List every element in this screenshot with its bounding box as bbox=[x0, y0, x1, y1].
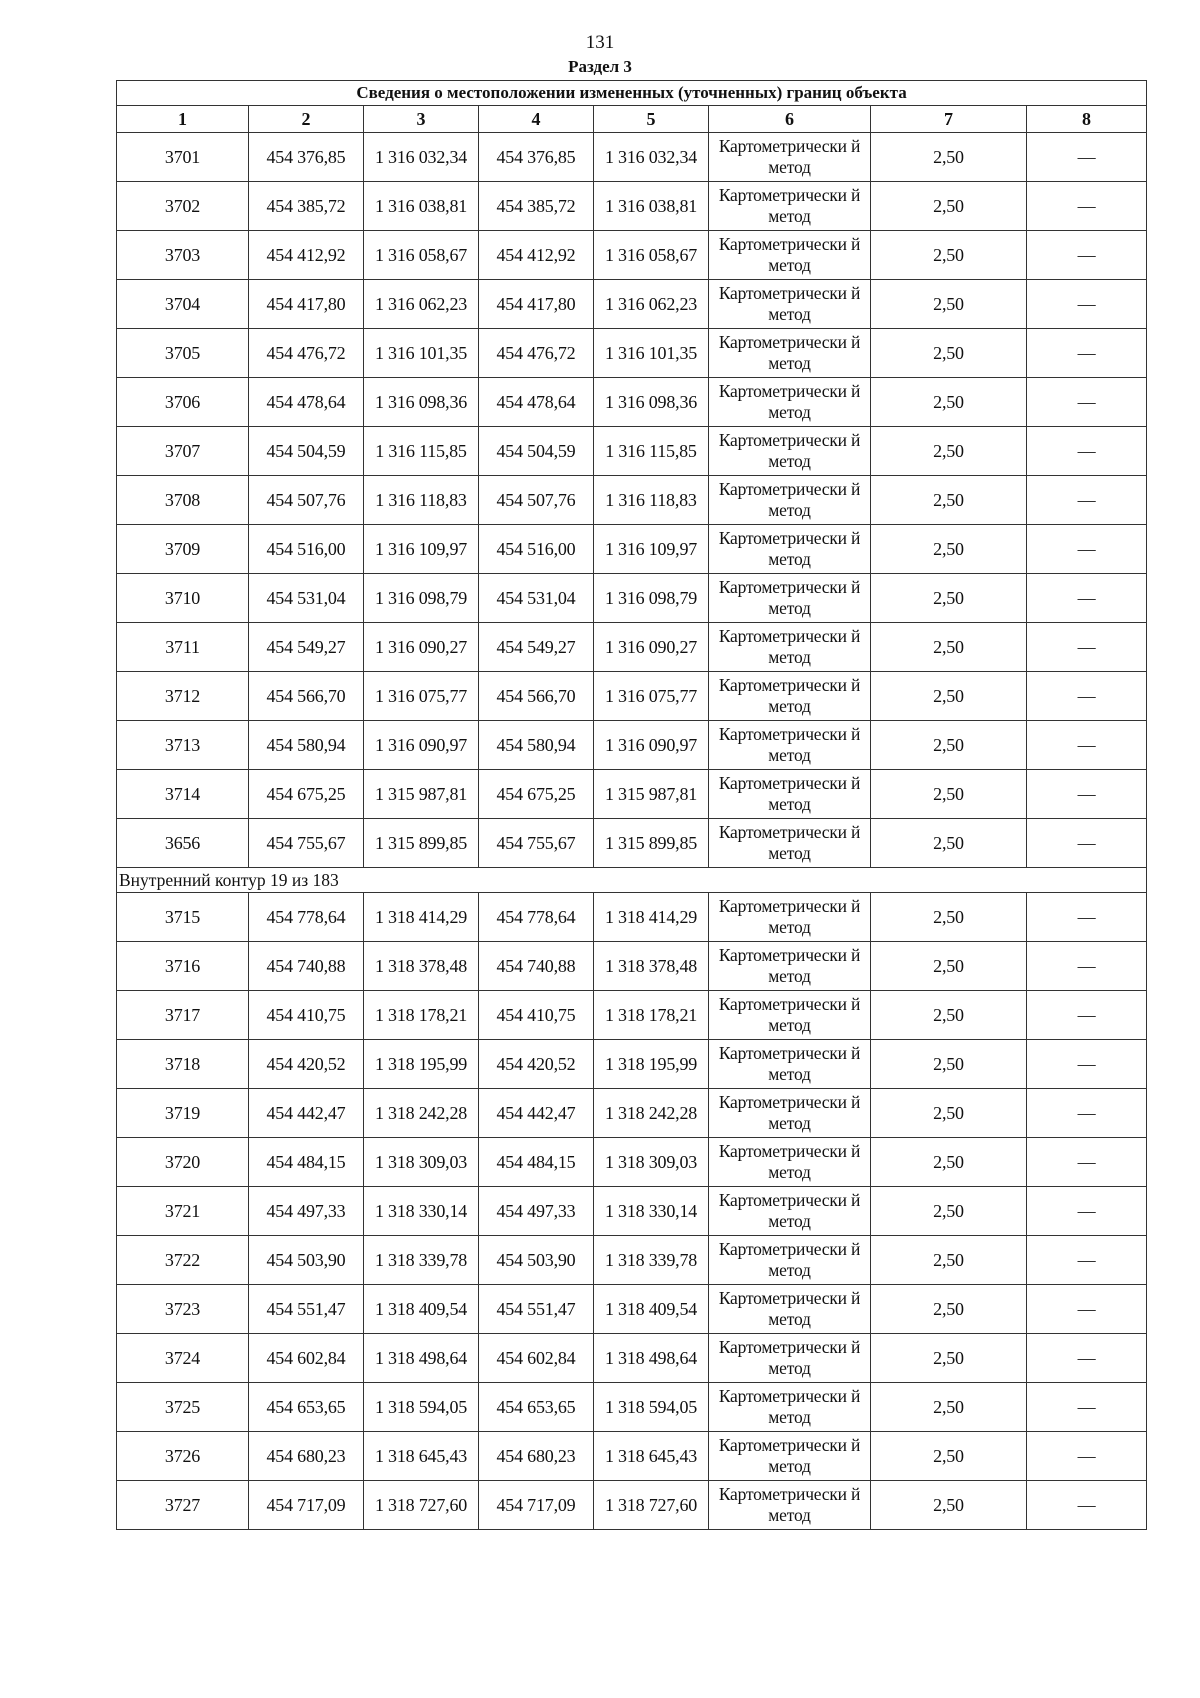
cell-col-3: 1 316 090,97 bbox=[364, 721, 479, 770]
cell-col-3: 1 318 378,48 bbox=[364, 942, 479, 991]
table-caption-row bbox=[117, 81, 1147, 106]
cell-col-7: 2,50 bbox=[871, 1187, 1027, 1236]
cell-col-2: 454 410,75 bbox=[249, 991, 364, 1040]
cell-col-6: Картометрически й метод bbox=[709, 1432, 871, 1481]
cell-col-3: 1 315 899,85 bbox=[364, 819, 479, 868]
cell-col-7: 2,50 bbox=[871, 476, 1027, 525]
cell-col-1: 3716 bbox=[117, 942, 249, 991]
cell-col-5: 1 316 090,97 bbox=[594, 721, 709, 770]
table-caption: Сведения о местоположении измененных (уточненных) границ объекта bbox=[117, 81, 1147, 106]
cell-col-7: 2,50 bbox=[871, 329, 1027, 378]
cell-col-3: 1 316 062,23 bbox=[364, 280, 479, 329]
column-number-1: 1 bbox=[117, 106, 249, 133]
cell-col-7: 2,50 bbox=[871, 574, 1027, 623]
cell-col-4: 454 566,70 bbox=[479, 672, 594, 721]
cell-col-6: Картометрически й метод bbox=[709, 1089, 871, 1138]
cell-col-2: 454 717,09 bbox=[249, 1481, 364, 1530]
table-row bbox=[117, 1432, 1147, 1481]
cell-col-2: 454 580,94 bbox=[249, 721, 364, 770]
table-row bbox=[117, 672, 1147, 721]
cell-col-8: — bbox=[1027, 231, 1147, 280]
cell-col-5: 1 318 178,21 bbox=[594, 991, 709, 1040]
column-number-5: 5 bbox=[594, 106, 709, 133]
cell-col-8: — bbox=[1027, 133, 1147, 182]
column-number-6: 6 bbox=[709, 106, 871, 133]
cell-col-2: 454 385,72 bbox=[249, 182, 364, 231]
cell-col-4: 454 385,72 bbox=[479, 182, 594, 231]
cell-col-1: 3720 bbox=[117, 1138, 249, 1187]
cell-col-6: Картометрически й метод bbox=[709, 476, 871, 525]
section-title: Раздел 3 bbox=[568, 57, 632, 76]
cell-col-4: 454 680,23 bbox=[479, 1432, 594, 1481]
cell-col-6: Картометрически й метод bbox=[709, 1040, 871, 1089]
cell-col-4: 454 476,72 bbox=[479, 329, 594, 378]
cell-col-6: Картометрически й метод bbox=[709, 427, 871, 476]
cell-col-8: — bbox=[1027, 1138, 1147, 1187]
cell-col-6: Картометрически й метод bbox=[709, 942, 871, 991]
cell-col-3: 1 316 075,77 bbox=[364, 672, 479, 721]
cell-col-8: — bbox=[1027, 329, 1147, 378]
cell-col-6: Картометрически й метод bbox=[709, 329, 871, 378]
cell-col-1: 3722 bbox=[117, 1236, 249, 1285]
cell-col-3: 1 316 118,83 bbox=[364, 476, 479, 525]
cell-col-3: 1 318 727,60 bbox=[364, 1481, 479, 1530]
cell-col-6: Картометрически й метод bbox=[709, 1334, 871, 1383]
cell-col-5: 1 315 987,81 bbox=[594, 770, 709, 819]
cell-col-2: 454 566,70 bbox=[249, 672, 364, 721]
cell-col-5: 1 318 498,64 bbox=[594, 1334, 709, 1383]
cell-col-1: 3713 bbox=[117, 721, 249, 770]
cell-col-3: 1 316 098,79 bbox=[364, 574, 479, 623]
cell-col-4: 454 503,90 bbox=[479, 1236, 594, 1285]
cell-col-5: 1 316 058,67 bbox=[594, 231, 709, 280]
table-row bbox=[117, 133, 1147, 182]
cell-col-5: 1 318 645,43 bbox=[594, 1432, 709, 1481]
cell-col-5: 1 318 195,99 bbox=[594, 1040, 709, 1089]
cell-col-6: Картометрически й метод bbox=[709, 525, 871, 574]
cell-col-1: 3703 bbox=[117, 231, 249, 280]
cell-col-6: Картометрически й метод bbox=[709, 280, 871, 329]
cell-col-8: — bbox=[1027, 893, 1147, 942]
cell-col-5: 1 318 309,03 bbox=[594, 1138, 709, 1187]
cell-col-5: 1 318 378,48 bbox=[594, 942, 709, 991]
cell-col-2: 454 503,90 bbox=[249, 1236, 364, 1285]
table-row bbox=[117, 893, 1147, 942]
table-row bbox=[117, 1138, 1147, 1187]
cell-col-1: 3706 bbox=[117, 378, 249, 427]
cell-col-6: Картометрически й метод bbox=[709, 1285, 871, 1334]
cell-col-8: — bbox=[1027, 476, 1147, 525]
cell-col-4: 454 504,59 bbox=[479, 427, 594, 476]
cell-col-6: Картометрически й метод bbox=[709, 378, 871, 427]
cell-col-4: 454 740,88 bbox=[479, 942, 594, 991]
page-number: 131 bbox=[585, 32, 615, 53]
table-row bbox=[117, 525, 1147, 574]
table-row bbox=[117, 182, 1147, 231]
cell-col-2: 454 680,23 bbox=[249, 1432, 364, 1481]
cell-col-3: 1 316 032,34 bbox=[364, 133, 479, 182]
cell-col-8: — bbox=[1027, 1481, 1147, 1530]
column-number-3: 3 bbox=[364, 106, 479, 133]
cell-col-1: 3727 bbox=[117, 1481, 249, 1530]
cell-col-2: 454 504,59 bbox=[249, 427, 364, 476]
cell-col-7: 2,50 bbox=[871, 1481, 1027, 1530]
cell-col-2: 454 740,88 bbox=[249, 942, 364, 991]
cell-col-6: Картометрически й метод bbox=[709, 721, 871, 770]
cell-col-6: Картометрически й метод bbox=[709, 133, 871, 182]
table-row bbox=[117, 1040, 1147, 1089]
column-number-row bbox=[117, 106, 1147, 133]
cell-col-8: — bbox=[1027, 721, 1147, 770]
cell-col-1: 3705 bbox=[117, 329, 249, 378]
cell-col-2: 454 531,04 bbox=[249, 574, 364, 623]
cell-col-2: 454 778,64 bbox=[249, 893, 364, 942]
cell-col-7: 2,50 bbox=[871, 1334, 1027, 1383]
cell-col-3: 1 318 330,14 bbox=[364, 1187, 479, 1236]
cell-col-6: Картометрически й метод bbox=[709, 991, 871, 1040]
cell-col-5: 1 316 098,79 bbox=[594, 574, 709, 623]
cell-col-1: 3724 bbox=[117, 1334, 249, 1383]
cell-col-3: 1 318 594,05 bbox=[364, 1383, 479, 1432]
cell-col-8: — bbox=[1027, 525, 1147, 574]
cell-col-6: Картометрически й метод bbox=[709, 819, 871, 868]
cell-col-4: 454 420,52 bbox=[479, 1040, 594, 1089]
cell-col-8: — bbox=[1027, 1383, 1147, 1432]
cell-col-6: Картометрически й метод bbox=[709, 182, 871, 231]
cell-col-8: — bbox=[1027, 942, 1147, 991]
cell-col-8: — bbox=[1027, 427, 1147, 476]
cell-col-1: 3710 bbox=[117, 574, 249, 623]
cell-col-1: 3708 bbox=[117, 476, 249, 525]
cell-col-4: 454 549,27 bbox=[479, 623, 594, 672]
cell-col-7: 2,50 bbox=[871, 819, 1027, 868]
cell-col-6: Картометрически й метод bbox=[709, 893, 871, 942]
cell-col-7: 2,50 bbox=[871, 893, 1027, 942]
cell-col-1: 3718 bbox=[117, 1040, 249, 1089]
table-body bbox=[117, 133, 1147, 1530]
cell-col-1: 3717 bbox=[117, 991, 249, 1040]
cell-col-7: 2,50 bbox=[871, 427, 1027, 476]
table-row bbox=[117, 942, 1147, 991]
cell-col-1: 3725 bbox=[117, 1383, 249, 1432]
cell-col-1: 3656 bbox=[117, 819, 249, 868]
table-row bbox=[117, 476, 1147, 525]
cell-col-3: 1 316 038,81 bbox=[364, 182, 479, 231]
table-row bbox=[117, 427, 1147, 476]
cell-col-5: 1 315 899,85 bbox=[594, 819, 709, 868]
cell-col-5: 1 318 594,05 bbox=[594, 1383, 709, 1432]
table-row bbox=[117, 329, 1147, 378]
cell-col-8: — bbox=[1027, 770, 1147, 819]
cell-col-6: Картометрически й метод bbox=[709, 672, 871, 721]
table-row bbox=[117, 721, 1147, 770]
cell-col-4: 454 516,00 bbox=[479, 525, 594, 574]
coordinates-table bbox=[116, 80, 1147, 1530]
cell-col-7: 2,50 bbox=[871, 942, 1027, 991]
table-row bbox=[117, 623, 1147, 672]
cell-col-1: 3719 bbox=[117, 1089, 249, 1138]
cell-col-7: 2,50 bbox=[871, 280, 1027, 329]
cell-col-6: Картометрически й метод bbox=[709, 1481, 871, 1530]
cell-col-1: 3726 bbox=[117, 1432, 249, 1481]
cell-col-7: 2,50 bbox=[871, 1383, 1027, 1432]
cell-col-5: 1 316 090,27 bbox=[594, 623, 709, 672]
cell-col-7: 2,50 bbox=[871, 770, 1027, 819]
cell-col-5: 1 316 118,83 bbox=[594, 476, 709, 525]
cell-col-4: 454 653,65 bbox=[479, 1383, 594, 1432]
table-row bbox=[117, 378, 1147, 427]
cell-col-8: — bbox=[1027, 280, 1147, 329]
cell-col-8: — bbox=[1027, 1236, 1147, 1285]
cell-col-7: 2,50 bbox=[871, 378, 1027, 427]
cell-col-5: 1 318 242,28 bbox=[594, 1089, 709, 1138]
contour-label-row bbox=[117, 868, 1147, 893]
cell-col-2: 454 755,67 bbox=[249, 819, 364, 868]
cell-col-1: 3709 bbox=[117, 525, 249, 574]
cell-col-3: 1 318 195,99 bbox=[364, 1040, 479, 1089]
cell-col-7: 2,50 bbox=[871, 182, 1027, 231]
cell-col-2: 454 412,92 bbox=[249, 231, 364, 280]
cell-col-3: 1 316 109,97 bbox=[364, 525, 479, 574]
cell-col-2: 454 420,52 bbox=[249, 1040, 364, 1089]
cell-col-2: 454 551,47 bbox=[249, 1285, 364, 1334]
cell-col-8: — bbox=[1027, 182, 1147, 231]
cell-col-1: 3715 bbox=[117, 893, 249, 942]
cell-col-5: 1 318 727,60 bbox=[594, 1481, 709, 1530]
cell-col-5: 1 316 109,97 bbox=[594, 525, 709, 574]
cell-col-1: 3701 bbox=[117, 133, 249, 182]
cell-col-4: 454 376,85 bbox=[479, 133, 594, 182]
cell-col-4: 454 551,47 bbox=[479, 1285, 594, 1334]
cell-col-5: 1 318 330,14 bbox=[594, 1187, 709, 1236]
cell-col-4: 454 675,25 bbox=[479, 770, 594, 819]
table-row bbox=[117, 574, 1147, 623]
cell-col-3: 1 318 409,54 bbox=[364, 1285, 479, 1334]
table-row bbox=[117, 1089, 1147, 1138]
cell-col-1: 3707 bbox=[117, 427, 249, 476]
cell-col-2: 454 476,72 bbox=[249, 329, 364, 378]
cell-col-4: 454 417,80 bbox=[479, 280, 594, 329]
cell-col-4: 454 412,92 bbox=[479, 231, 594, 280]
cell-col-4: 454 478,64 bbox=[479, 378, 594, 427]
cell-col-7: 2,50 bbox=[871, 623, 1027, 672]
cell-col-5: 1 318 339,78 bbox=[594, 1236, 709, 1285]
cell-col-7: 2,50 bbox=[871, 1432, 1027, 1481]
table-row bbox=[117, 1383, 1147, 1432]
cell-col-2: 454 516,00 bbox=[249, 525, 364, 574]
table-row bbox=[117, 1481, 1147, 1530]
cell-col-3: 1 316 098,36 bbox=[364, 378, 479, 427]
cell-col-3: 1 318 242,28 bbox=[364, 1089, 479, 1138]
column-number-2: 2 bbox=[249, 106, 364, 133]
cell-col-3: 1 316 090,27 bbox=[364, 623, 479, 672]
cell-col-6: Картометрически й метод bbox=[709, 231, 871, 280]
contour-label: Внутренний контур 19 из 183 bbox=[117, 868, 1147, 893]
cell-col-3: 1 318 498,64 bbox=[364, 1334, 479, 1383]
cell-col-1: 3721 bbox=[117, 1187, 249, 1236]
column-number-4: 4 bbox=[479, 106, 594, 133]
cell-col-7: 2,50 bbox=[871, 672, 1027, 721]
cell-col-2: 454 602,84 bbox=[249, 1334, 364, 1383]
cell-col-8: — bbox=[1027, 819, 1147, 868]
cell-col-8: — bbox=[1027, 991, 1147, 1040]
cell-col-4: 454 778,64 bbox=[479, 893, 594, 942]
cell-col-4: 454 497,33 bbox=[479, 1187, 594, 1236]
cell-col-8: — bbox=[1027, 1334, 1147, 1383]
cell-col-5: 1 316 038,81 bbox=[594, 182, 709, 231]
cell-col-8: — bbox=[1027, 378, 1147, 427]
cell-col-3: 1 318 309,03 bbox=[364, 1138, 479, 1187]
cell-col-2: 454 497,33 bbox=[249, 1187, 364, 1236]
cell-col-8: — bbox=[1027, 672, 1147, 721]
cell-col-8: — bbox=[1027, 1285, 1147, 1334]
cell-col-4: 454 484,15 bbox=[479, 1138, 594, 1187]
cell-col-3: 1 318 178,21 bbox=[364, 991, 479, 1040]
cell-col-2: 454 653,65 bbox=[249, 1383, 364, 1432]
cell-col-1: 3714 bbox=[117, 770, 249, 819]
table-row bbox=[117, 819, 1147, 868]
cell-col-5: 1 318 409,54 bbox=[594, 1285, 709, 1334]
cell-col-5: 1 316 098,36 bbox=[594, 378, 709, 427]
cell-col-7: 2,50 bbox=[871, 1236, 1027, 1285]
cell-col-1: 3712 bbox=[117, 672, 249, 721]
cell-col-6: Картометрически й метод bbox=[709, 770, 871, 819]
cell-col-3: 1 316 101,35 bbox=[364, 329, 479, 378]
cell-col-4: 454 717,09 bbox=[479, 1481, 594, 1530]
cell-col-5: 1 318 414,29 bbox=[594, 893, 709, 942]
cell-col-4: 454 755,67 bbox=[479, 819, 594, 868]
cell-col-7: 2,50 bbox=[871, 1040, 1027, 1089]
cell-col-8: — bbox=[1027, 623, 1147, 672]
cell-col-7: 2,50 bbox=[871, 991, 1027, 1040]
cell-col-4: 454 602,84 bbox=[479, 1334, 594, 1383]
cell-col-2: 454 376,85 bbox=[249, 133, 364, 182]
cell-col-7: 2,50 bbox=[871, 721, 1027, 770]
cell-col-8: — bbox=[1027, 1089, 1147, 1138]
table-row bbox=[117, 231, 1147, 280]
table-row bbox=[117, 280, 1147, 329]
cell-col-2: 454 507,76 bbox=[249, 476, 364, 525]
cell-col-8: — bbox=[1027, 1040, 1147, 1089]
cell-col-4: 454 507,76 bbox=[479, 476, 594, 525]
cell-col-3: 1 315 987,81 bbox=[364, 770, 479, 819]
cell-col-4: 454 531,04 bbox=[479, 574, 594, 623]
cell-col-1: 3711 bbox=[117, 623, 249, 672]
table-row bbox=[117, 1334, 1147, 1383]
table-row bbox=[117, 1236, 1147, 1285]
cell-col-5: 1 316 115,85 bbox=[594, 427, 709, 476]
cell-col-7: 2,50 bbox=[871, 133, 1027, 182]
cell-col-3: 1 318 645,43 bbox=[364, 1432, 479, 1481]
cell-col-8: — bbox=[1027, 1187, 1147, 1236]
cell-col-1: 3704 bbox=[117, 280, 249, 329]
cell-col-3: 1 316 115,85 bbox=[364, 427, 479, 476]
cell-col-2: 454 442,47 bbox=[249, 1089, 364, 1138]
cell-col-1: 3702 bbox=[117, 182, 249, 231]
cell-col-7: 2,50 bbox=[871, 1089, 1027, 1138]
cell-col-2: 454 549,27 bbox=[249, 623, 364, 672]
cell-col-3: 1 318 339,78 bbox=[364, 1236, 479, 1285]
cell-col-6: Картометрически й метод bbox=[709, 623, 871, 672]
cell-col-7: 2,50 bbox=[871, 525, 1027, 574]
cell-col-7: 2,50 bbox=[871, 231, 1027, 280]
cell-col-5: 1 316 062,23 bbox=[594, 280, 709, 329]
cell-col-7: 2,50 bbox=[871, 1285, 1027, 1334]
table-row bbox=[117, 1187, 1147, 1236]
cell-col-6: Картометрически й метод bbox=[709, 1236, 871, 1285]
cell-col-8: — bbox=[1027, 574, 1147, 623]
cell-col-2: 454 484,15 bbox=[249, 1138, 364, 1187]
cell-col-2: 454 417,80 bbox=[249, 280, 364, 329]
cell-col-5: 1 316 032,34 bbox=[594, 133, 709, 182]
cell-col-6: Картометрически й метод bbox=[709, 1138, 871, 1187]
cell-col-2: 454 478,64 bbox=[249, 378, 364, 427]
cell-col-1: 3723 bbox=[117, 1285, 249, 1334]
cell-col-6: Картометрически й метод bbox=[709, 1383, 871, 1432]
table-row bbox=[117, 991, 1147, 1040]
cell-col-3: 1 316 058,67 bbox=[364, 231, 479, 280]
cell-col-4: 454 410,75 bbox=[479, 991, 594, 1040]
cell-col-6: Картометрически й метод bbox=[709, 1187, 871, 1236]
cell-col-6: Картометрически й метод bbox=[709, 574, 871, 623]
cell-col-8: — bbox=[1027, 1432, 1147, 1481]
cell-col-5: 1 316 075,77 bbox=[594, 672, 709, 721]
column-number-8: 8 bbox=[1027, 106, 1147, 133]
cell-col-4: 454 580,94 bbox=[479, 721, 594, 770]
cell-col-7: 2,50 bbox=[871, 1138, 1027, 1187]
table-row bbox=[117, 1285, 1147, 1334]
cell-col-3: 1 318 414,29 bbox=[364, 893, 479, 942]
table-row bbox=[117, 770, 1147, 819]
cell-col-5: 1 316 101,35 bbox=[594, 329, 709, 378]
cell-col-2: 454 675,25 bbox=[249, 770, 364, 819]
cell-col-4: 454 442,47 bbox=[479, 1089, 594, 1138]
column-number-7: 7 bbox=[871, 106, 1027, 133]
